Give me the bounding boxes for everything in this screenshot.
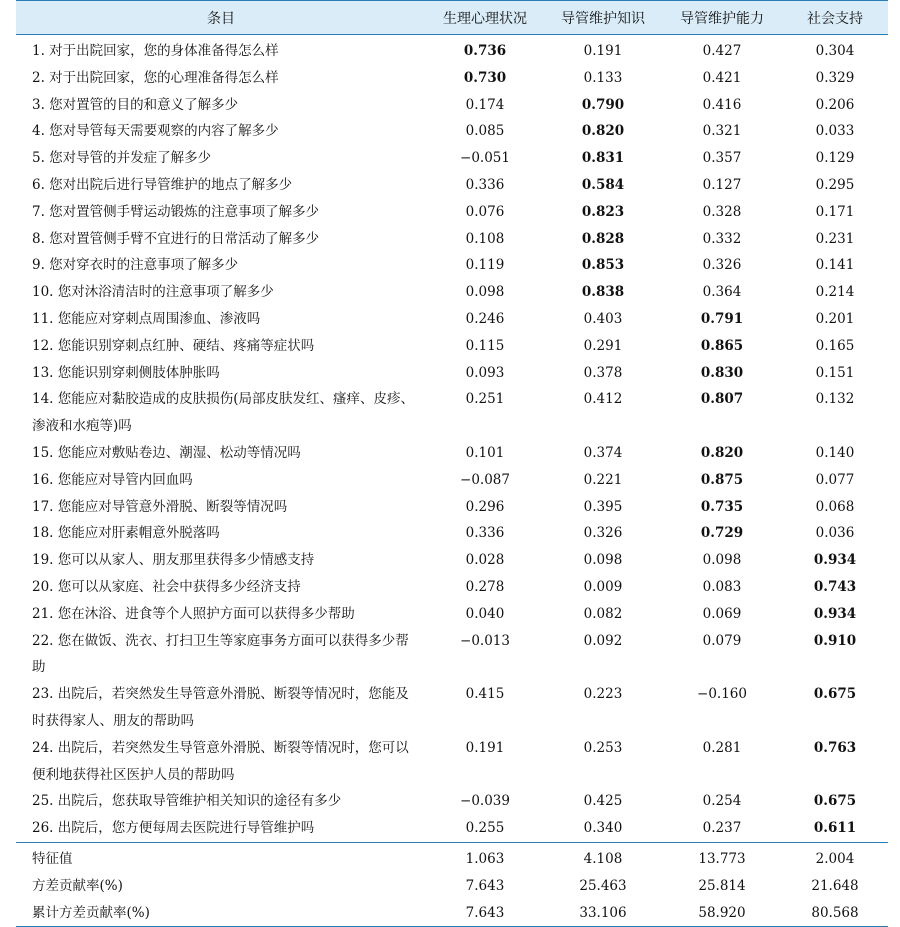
- loading-value: 0.101: [465, 444, 505, 461]
- loading-value: [662, 520, 782, 547]
- loading-value: 0.378: [583, 364, 623, 381]
- summary-rows: [16, 842, 888, 926]
- table-row: [16, 279, 888, 306]
- highlight-loading-value: 0.830: [700, 364, 744, 381]
- item-label: 9. 您对穿衣时的注意事项了解多少: [32, 257, 239, 274]
- loading-value: [662, 386, 782, 440]
- loading-value: [782, 628, 888, 682]
- loading-value: 0.214: [815, 284, 855, 301]
- loading-value: 0.077: [815, 471, 855, 488]
- highlight-loading-value: 0.820: [581, 123, 625, 140]
- highlight-loading-value: 0.790: [581, 96, 625, 113]
- loading-value: 0.254: [702, 793, 742, 810]
- highlight-loading-value: 0.828: [581, 230, 625, 247]
- item-label: 14. 您能应对黏胶造成的皮肤损伤(局部皮肤发红、瘙痒、皮疹、渗液和水疱等)吗: [32, 391, 415, 435]
- item-label: 5. 您对导管的并发症了解多少: [32, 150, 212, 167]
- loading-value: 0.412: [583, 391, 623, 408]
- column-header-catheter-ability: 导管维护能力: [662, 1, 782, 35]
- loading-value: 0.033: [815, 123, 855, 140]
- loading-value: 0.083: [702, 578, 742, 595]
- item-label: 18. 您能应对肝素帽意外脱落吗: [32, 525, 220, 542]
- item-label: 12. 您能识别穿刺点红肿、硬结、疼痛等症状吗: [32, 337, 315, 354]
- loading-value: 0.415: [465, 686, 505, 703]
- highlight-loading-value: 0.611: [813, 820, 857, 837]
- item-label: 4. 您对导管每天需要观察的内容了解多少: [32, 123, 279, 140]
- loading-value: 0.321: [702, 123, 742, 140]
- loading-value: 0.098: [702, 552, 742, 569]
- loading-value: 0.291: [583, 337, 623, 354]
- loading-value: 0.281: [702, 739, 742, 756]
- loading-value: 0.237: [702, 820, 742, 837]
- summary-value: 58.920: [662, 900, 782, 927]
- item-label: 23. 出院后，若突然发生导管意外滑脱、断裂等情况时，您能及时获得家人、朋友的帮助吗: [32, 686, 409, 729]
- summary-row: [16, 900, 888, 927]
- loading-value: [426, 65, 544, 92]
- loading-value: 0.201: [815, 310, 855, 327]
- loading-value: −0.160: [697, 686, 747, 703]
- loading-value: 0.079: [702, 632, 742, 649]
- loading-value: 0.304: [815, 43, 855, 59]
- item-label: 10. 您对沐浴清洁时的注意事项了解多少: [32, 284, 274, 301]
- loading-value: 0.085: [465, 123, 505, 140]
- loading-value: 0.416: [702, 96, 742, 113]
- table-header-row: [16, 1, 888, 35]
- summary-value: 21.648: [811, 877, 859, 894]
- loading-value: 0.119: [465, 257, 505, 274]
- highlight-loading-value: 0.735: [700, 498, 744, 515]
- highlight-loading-value: 0.875: [700, 471, 744, 488]
- loading-value: [662, 360, 782, 387]
- column-header-item: 条目: [16, 1, 426, 35]
- loading-value: 0.395: [583, 498, 623, 515]
- item-label: 25. 出院后，您获取导管维护相关知识的途径有多少: [32, 793, 342, 810]
- loading-value: 0.141: [815, 257, 855, 274]
- loading-value: 0.174: [465, 96, 505, 113]
- highlight-loading-value: 0.934: [813, 605, 857, 622]
- highlight-loading-value: 0.823: [581, 203, 625, 220]
- loading-value: [782, 788, 888, 815]
- item-label: 26. 出院后，您方便每周去医院进行导管维护吗: [32, 820, 315, 837]
- table-row: [16, 118, 888, 145]
- summary-value: 25.814: [698, 877, 746, 894]
- loading-value: 0.151: [815, 364, 855, 381]
- table-row: [16, 226, 888, 253]
- item-label: 17. 您能应对导管意外滑脱、断裂等情况吗: [32, 498, 288, 515]
- summary-row: [16, 842, 888, 872]
- table-row: [16, 815, 888, 842]
- table-row: [16, 252, 888, 279]
- item-label: 7. 您对置管侧手臂运动锻炼的注意事项了解多少: [32, 203, 320, 220]
- highlight-loading-value: 0.736: [463, 43, 507, 59]
- loading-value: 0.132: [815, 391, 855, 408]
- loading-value: [544, 118, 662, 145]
- loading-value: [662, 306, 782, 333]
- highlight-loading-value: 0.910: [813, 632, 857, 649]
- loading-value: 0.127: [702, 176, 742, 193]
- table-row: [16, 35, 888, 65]
- item-label: 16. 您能应对导管内回血吗: [32, 471, 193, 488]
- highlight-loading-value: 0.584: [581, 176, 625, 193]
- summary-value: 2.004: [782, 842, 888, 872]
- loading-value: 0.028: [465, 552, 505, 569]
- loading-value: [544, 279, 662, 306]
- table-row: [16, 145, 888, 172]
- highlight-loading-value: 0.838: [581, 284, 625, 301]
- loading-value: [782, 681, 888, 735]
- table-row: [16, 681, 888, 735]
- loading-value: 0.115: [465, 337, 505, 354]
- highlight-loading-value: 0.675: [813, 686, 857, 703]
- summary-value: 25.463: [579, 877, 627, 894]
- highlight-loading-value: 0.831: [581, 150, 625, 167]
- highlight-loading-value: 0.934: [813, 552, 857, 569]
- loading-value: −0.087: [460, 471, 510, 488]
- loading-value: −0.051: [460, 150, 510, 167]
- loading-value: 0.223: [583, 686, 623, 703]
- table-row: [16, 735, 888, 789]
- loading-value: 0.246: [465, 310, 505, 327]
- highlight-loading-value: 0.675: [813, 793, 857, 810]
- item-label: 2. 对于出院回家，您的心理准备得怎么样: [32, 69, 279, 86]
- loading-value: 0.328: [702, 203, 742, 220]
- item-label: 3. 您对置管的目的和意义了解多少: [32, 96, 239, 113]
- item-label: 21. 您在沐浴、进食等个人照护方面可以获得多少帮助: [32, 605, 355, 622]
- item-label: 15. 您能应对敷贴卷边、潮湿、松动等情况吗: [32, 444, 301, 461]
- loading-value: 0.076: [465, 203, 505, 220]
- loading-value: [782, 735, 888, 789]
- loading-value: [662, 467, 782, 494]
- item-label: 24. 出院后，若突然发生导管意外滑脱、断裂等情况时，您可以便利地获得社区医护人员的帮助吗: [32, 739, 409, 783]
- loading-value: 0.133: [583, 69, 623, 86]
- loading-value: 0.068: [815, 498, 855, 515]
- loading-value: 0.255: [465, 820, 505, 837]
- table-row: [16, 788, 888, 815]
- loading-value: 0.403: [583, 310, 623, 327]
- summary-value: 4.108: [544, 842, 662, 872]
- loading-value: 0.340: [583, 820, 623, 837]
- summary-value: 7.643: [426, 900, 544, 927]
- table-row: [16, 440, 888, 467]
- table-row: [16, 333, 888, 360]
- loading-value: 0.082: [583, 605, 623, 622]
- loading-value: 0.336: [465, 525, 505, 542]
- loading-value: 0.098: [465, 284, 505, 301]
- loading-value: [544, 172, 662, 199]
- loading-value: 0.206: [815, 96, 855, 113]
- summary-value: 80.568: [782, 900, 888, 927]
- table-row: [16, 574, 888, 601]
- table-row: [16, 172, 888, 199]
- loading-value: 0.036: [815, 525, 855, 542]
- factor-loading-table: [16, 0, 888, 927]
- loading-value: 0.129: [815, 150, 855, 167]
- loading-value: 0.421: [702, 69, 742, 86]
- item-rows: [16, 35, 888, 843]
- loading-value: −0.039: [460, 793, 510, 810]
- item-label: 22. 您在做饭、洗衣、打扫卫生等家庭事务方面可以获得多少帮助: [32, 632, 409, 676]
- loading-value: 0.108: [465, 230, 505, 247]
- loading-value: 0.296: [465, 498, 505, 515]
- table-row: [16, 92, 888, 119]
- item-label: 1. 对于出院回家，您的身体准备得怎么样: [32, 43, 279, 59]
- highlight-loading-value: 0.763: [813, 739, 857, 756]
- table-row: [16, 601, 888, 628]
- loading-value: 0.009: [583, 578, 623, 595]
- loading-value: 0.253: [583, 739, 623, 756]
- item-label: 19. 您可以从家人、朋友那里获得多少情感支持: [32, 552, 315, 569]
- summary-value: 1.063: [426, 842, 544, 872]
- loading-value: [544, 226, 662, 253]
- loading-value: 0.093: [465, 364, 505, 381]
- loading-value: [544, 252, 662, 279]
- loading-value: 0.231: [815, 230, 855, 247]
- summary-value: 7.643: [465, 877, 505, 894]
- table-row: [16, 65, 888, 92]
- loading-value: 0.040: [465, 605, 505, 622]
- summary-value: 33.106: [544, 900, 662, 927]
- table-row: [16, 494, 888, 521]
- column-header-physio-psych: 生理心理状况: [426, 1, 544, 35]
- highlight-loading-value: 0.730: [463, 69, 507, 86]
- loading-value: [782, 574, 888, 601]
- loading-value: 0.374: [583, 444, 623, 461]
- loading-value: [544, 145, 662, 172]
- highlight-loading-value: 0.807: [700, 391, 744, 408]
- loading-value: 0.140: [815, 444, 855, 461]
- loading-value: 0.427: [702, 43, 742, 59]
- summary-value: 13.773: [662, 842, 782, 872]
- summary-label: 累计方差贡献率(%): [16, 900, 426, 927]
- summary-label: 特征值: [16, 842, 426, 872]
- loading-value: 0.092: [583, 632, 623, 649]
- loading-value: −0.013: [460, 632, 510, 649]
- loading-value: 0.165: [815, 337, 855, 354]
- table-row: [16, 467, 888, 494]
- table-row: [16, 199, 888, 226]
- loading-value: 0.357: [702, 150, 742, 167]
- table-row: [16, 360, 888, 387]
- table-row: [16, 386, 888, 440]
- loading-value: 0.191: [465, 739, 505, 756]
- highlight-loading-value: 0.820: [700, 444, 744, 461]
- loading-value: [662, 440, 782, 467]
- loading-value: 0.329: [815, 69, 855, 86]
- highlight-loading-value: 0.865: [700, 337, 744, 354]
- item-label: 6. 您对出院后进行导管维护的地点了解多少: [32, 176, 293, 193]
- loading-value: 0.326: [583, 525, 623, 542]
- loading-value: [544, 199, 662, 226]
- loading-value: 0.251: [465, 391, 505, 408]
- loading-value: 0.221: [583, 471, 623, 488]
- loading-value: [544, 92, 662, 119]
- loading-value: 0.069: [702, 605, 742, 622]
- loading-value: [782, 547, 888, 574]
- loading-value: 0.171: [815, 203, 855, 220]
- loading-value: [782, 815, 888, 842]
- summary-row: [16, 873, 888, 900]
- table-row: [16, 628, 888, 682]
- summary-label: 方差贡献率(%): [32, 877, 123, 894]
- highlight-loading-value: 0.853: [581, 257, 625, 274]
- column-header-catheter-knowledge: 导管维护知识: [544, 1, 662, 35]
- loading-value: 0.425: [583, 793, 623, 810]
- loading-value: 0.295: [815, 176, 855, 193]
- item-label: 13. 您能识别穿刺侧肢体肿胀吗: [32, 364, 220, 381]
- loading-value: [782, 601, 888, 628]
- highlight-loading-value: 0.729: [700, 525, 744, 542]
- loading-value: [662, 494, 782, 521]
- loading-value: 0.332: [702, 230, 742, 247]
- loading-value: 0.098: [583, 552, 623, 569]
- item-label: 20. 您可以从家庭、社会中获得多少经济支持: [32, 578, 301, 595]
- loading-value: 0.326: [702, 257, 742, 274]
- item-label: 11. 您能应对穿刺点周围渗血、渗液吗: [32, 310, 261, 327]
- column-header-social-support: 社会支持: [782, 1, 888, 35]
- table-row: [16, 547, 888, 574]
- loading-value: 0.191: [583, 43, 623, 59]
- loading-value: [426, 35, 544, 65]
- table-row: [16, 306, 888, 333]
- loading-value: [662, 333, 782, 360]
- highlight-loading-value: 0.791: [700, 310, 744, 327]
- item-label: 8. 您对置管侧手臂不宜进行的日常活动了解多少: [32, 230, 320, 247]
- loading-value: 0.336: [465, 176, 505, 193]
- table-row: [16, 520, 888, 547]
- loading-value: 0.364: [702, 284, 742, 301]
- loading-value: 0.278: [465, 578, 505, 595]
- highlight-loading-value: 0.743: [813, 578, 857, 595]
